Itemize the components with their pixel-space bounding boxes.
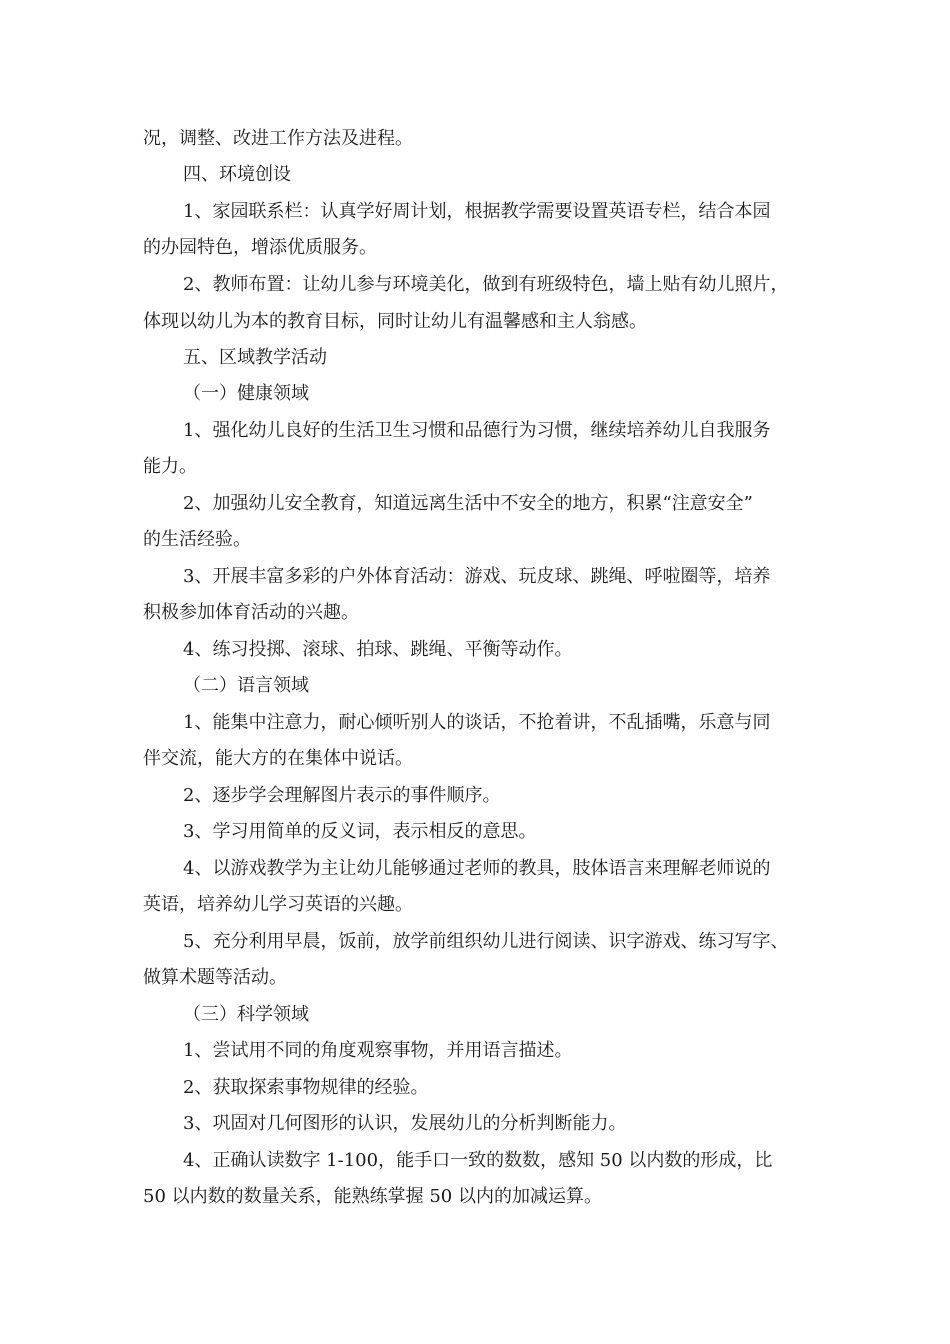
- subsection-heading: （二）语言领域: [183, 675, 309, 696]
- paragraph-line: 做算术题等活动。: [143, 967, 287, 988]
- paragraph-line: 2、获取探索事物规律的经验。: [183, 1077, 429, 1098]
- paragraph-line: 况，调整、改进工作方法及进程。: [143, 128, 413, 149]
- paragraph-line: 1、家园联系栏：认真学好周计划，根据教学需要设置英语专栏，结合本园: [183, 201, 771, 222]
- paragraph-line: 体现以幼儿为本的教育目标，同时让幼儿有温馨感和主人翁感。: [143, 311, 647, 332]
- subsection-heading: （三）科学领域: [183, 1004, 309, 1025]
- paragraph-line: 的生活经验。: [143, 529, 251, 550]
- paragraph-line: 积极参加体育活动的兴趣。: [143, 602, 359, 623]
- paragraph-line: 3、巩固对几何图形的认识，发展幼儿的分析判断能力。: [183, 1113, 627, 1134]
- paragraph-line: 1、强化幼儿良好的生活卫生习惯和品德行为习惯，继续培养幼儿自我服务: [183, 420, 771, 441]
- paragraph-line: 伴交流，能大方的在集体中说话。: [143, 748, 413, 769]
- paragraph-line: 1、能集中注意力，耐心倾听别人的谈话，不抢着讲，不乱插嘴，乐意与同: [183, 712, 771, 733]
- section-heading: 五、区域教学活动: [183, 347, 327, 368]
- paragraph-line: 4、以游戏教学为主让幼儿能够通过老师的教具，肢体语言来理解老师说的: [183, 858, 771, 879]
- paragraph-line: 3、开展丰富多彩的户外体育活动：游戏、玩皮球、跳绳、呼啦圈等，培养: [183, 566, 771, 587]
- section-heading: 四、环境创设: [183, 164, 291, 185]
- paragraph-line: 4、练习投掷、滚球、拍球、跳绳、平衡等动作。: [183, 639, 573, 660]
- subsection-heading: （一）健康领域: [183, 383, 309, 404]
- paragraph-line: 2、加强幼儿安全教育，知道远离生活中不安全的地方，积累“注意安全”: [183, 493, 753, 514]
- paragraph-line: 3、学习用简单的反义词，表示相反的意思。: [183, 821, 537, 842]
- paragraph-line: 的办园特色，增添优质服务。: [143, 237, 377, 258]
- paragraph-line: 1、尝试用不同的角度观察事物，并用语言描述。: [183, 1040, 573, 1061]
- paragraph-line: 5、充分利用早晨，饭前，放学前组织幼儿进行阅读、识字游戏、练习写字、: [183, 931, 789, 952]
- paragraph-line: 4、正确认读数字 1-100，能手口一致的数数，感知 50 以内数的形成，比: [183, 1150, 773, 1171]
- paragraph-line: 英语，培养幼儿学习英语的兴趣。: [143, 894, 413, 915]
- paragraph-line: 能力。: [143, 456, 197, 477]
- paragraph-line: 50 以内数的数量关系，能熟练掌握 50 以内的加减运算。: [143, 1186, 602, 1207]
- paragraph-line: 2、教师布置：让幼儿参与环境美化，做到有班级特色，墙上贴有幼儿照片，: [183, 274, 789, 295]
- paragraph-line: 2、逐步学会理解图片表示的事件顺序。: [183, 785, 501, 806]
